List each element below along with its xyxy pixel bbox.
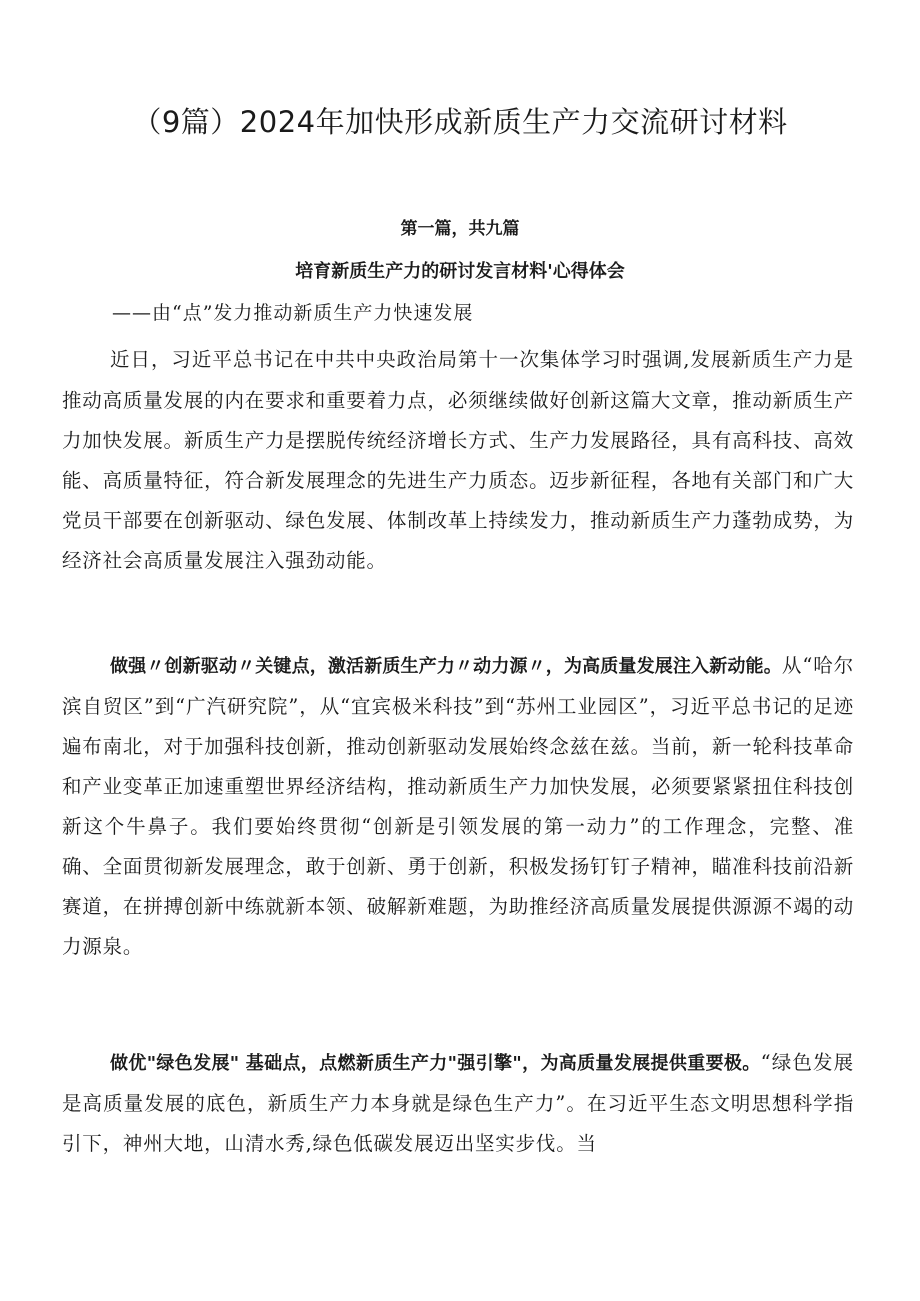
paragraph-text: “绿色发展是高质量发展的底色，新质生产力本身就是绿色生产力”。在习近平生态文明思想科学指引下，神州大地，山清水秀,绿色低碳发展迈出坚实步伐。当 (62, 1051, 854, 1155)
body-paragraph-1 (62, 340, 854, 581)
body-paragraph-3 (62, 1043, 854, 1164)
article-subtitle: 培育新质生产力的研讨发言材料'心得体会 (295, 261, 625, 282)
paragraph-lead: 做强〃创新驱动〃关键点，激活新质生产力〃动力源〃，为高质量发展注入新动能。 (110, 656, 782, 677)
paragraph-text: 从“哈尔滨自贸区”到“广汽研究院”，从“宜宾极米科技”到“苏州工业园区”，习近平总书记的足迹遍布南北，对于加强科技创新，推动创新驱动发展始终念兹在兹。当前，新一轮科技革命和产业变革正加速重塑世界经济结构，推动新质生产力加快发展，必须要紧紧扭住科技创新这个牛鼻子。我们要始终贯彻“创新是引领发展的第一动力”的工作理念，完整、准确、全面贯彻新发展理念，敢于创新、勇于创新，积极发扬钉钉子精神，瞄准科技前沿新赛道，在拼搏创新中练就新本领、破解新难题，为助推经济高质量发展提供源源不竭的动力源泉。 (62, 654, 855, 958)
paragraph-lead: 做优"绿色发展" 基础点，点燃新质生产力"强引擎"，为高质量发展提供重要极。 (110, 1053, 761, 1074)
article-byline: ——由“点”发力推动新质生产力快速发展 (112, 302, 474, 324)
chapter-label: 第一篇，共九篇 (400, 219, 520, 239)
document-title: （9篇）2024年加快形成新质生产力交流研讨材料 (132, 105, 788, 139)
body-paragraph-2 (62, 646, 854, 967)
paragraph-text: 近日，习近平总书记在中共中央政治局第十一次集体学习时强调,发展新质生产力是推动高质量发展的内在要求和重要着力点，必须继续做好创新这篇大文章，推动新质生产力加快发展。新质生产力是摆脱传统经济增长方式、生产力发展路径，具有高科技、高效能、高质量特征，符合新发展理念的先进生产力质态。迈步新征程，各地有关部门和广大党员干部要在创新驱动、绿色发展、体制改革上持续发力，推动新质生产力蓬勃成势，为经济社会高质量发展注入强劲动能。 (62, 348, 854, 572)
